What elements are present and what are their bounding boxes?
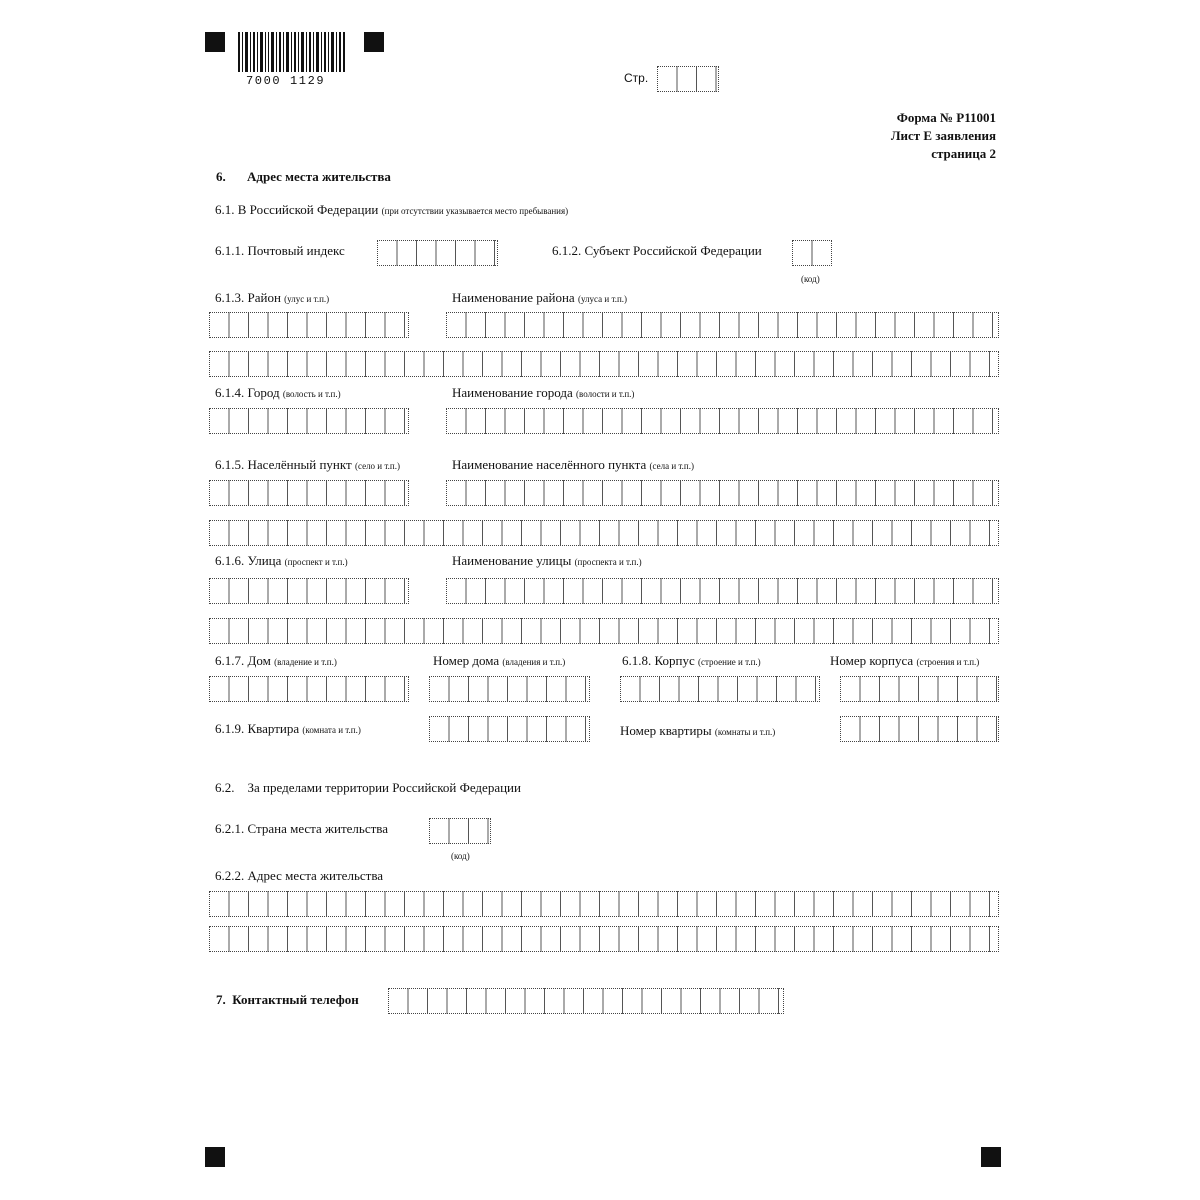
house-number-label xyxy=(433,653,565,669)
building-label xyxy=(622,653,761,669)
building-number-label-note: (строения и т.п.) xyxy=(916,657,980,667)
street-label-note: (проспект и т.п.) xyxy=(284,557,348,567)
street-type-field[interactable] xyxy=(209,578,409,604)
street-name-label xyxy=(452,553,642,569)
building-type-field[interactable] xyxy=(620,676,820,702)
building-label-text: 6.1.8. Корпус xyxy=(622,653,695,668)
section-6-number: 6. xyxy=(216,169,226,184)
building-number-label-text: Номер корпуса xyxy=(830,653,914,668)
district-name-label-note: (улуса и т.п.) xyxy=(577,294,628,304)
apartment-number-label-text: Номер квартиры xyxy=(620,723,712,738)
house-label-note: (владение и т.п.) xyxy=(274,657,337,667)
postal-code-label: 6.1.1. Почтовый индекс xyxy=(215,243,345,258)
district-name-field-line-2[interactable] xyxy=(209,351,999,377)
apartment-label xyxy=(215,721,361,737)
street-name-label-note: (проспекта и т.п.) xyxy=(574,557,642,567)
registration-marker-bottom-right xyxy=(981,1147,1001,1167)
city-name-field[interactable] xyxy=(446,408,999,434)
foreign-address-field-line-2[interactable] xyxy=(209,926,999,952)
registration-marker-bottom-left xyxy=(205,1147,225,1167)
section-6-1-label: 6.1. В Российской Федерации xyxy=(215,202,379,217)
form-number: Форма № Р11001 xyxy=(896,110,996,125)
section-6-2-title: 6.2. За пределами территории Российской Федерации xyxy=(215,780,521,795)
apartment-number-field[interactable] xyxy=(840,716,999,742)
district-name-label xyxy=(452,290,627,306)
house-number-field[interactable] xyxy=(429,676,590,702)
city-label-text: 6.1.4. Город xyxy=(215,385,280,400)
form-page: страница 2 xyxy=(931,146,996,161)
apartment-number-label xyxy=(620,723,775,739)
district-type-field[interactable] xyxy=(209,312,409,338)
settlement-label-text: 6.1.5. Населённый пункт xyxy=(215,457,352,472)
barcode-image xyxy=(238,32,346,72)
section-6-title: Адрес места жительства xyxy=(247,169,391,184)
city-label-note: (волость и т.п.) xyxy=(282,389,341,399)
subject-rf-code-field[interactable] xyxy=(792,240,832,266)
house-label xyxy=(215,653,337,669)
form-sheet: Лист Е заявления xyxy=(890,128,996,143)
building-number-label xyxy=(830,653,979,669)
settlement-name-field-line-2[interactable] xyxy=(209,520,999,546)
registration-marker-top-left xyxy=(205,32,225,52)
settlement-label xyxy=(215,457,400,473)
section-6-1-title xyxy=(215,202,568,218)
street-name-field-line-2[interactable] xyxy=(209,618,999,644)
settlement-name-label xyxy=(452,457,694,473)
apartment-type-field[interactable] xyxy=(429,716,590,742)
district-label-text: 6.1.3. Район xyxy=(215,290,281,305)
street-name-label-text: Наименование улицы xyxy=(452,553,572,568)
house-number-label-text: Номер дома xyxy=(433,653,500,668)
city-name-label-note: (волости и т.п.) xyxy=(576,389,635,399)
form-header xyxy=(891,109,996,163)
city-name-label-text: Наименование города xyxy=(452,385,573,400)
street-name-field-line-1[interactable] xyxy=(446,578,999,604)
house-number-label-note: (владения и т.п.) xyxy=(502,657,566,667)
district-name-field-line-1[interactable] xyxy=(446,312,999,338)
apartment-number-label-note: (комнаты и т.п.) xyxy=(714,727,776,737)
section-6-1-note: (при отсутствии указывается место пребывания) xyxy=(381,206,569,216)
foreign-address-field-line-1[interactable] xyxy=(209,891,999,917)
contact-phone-field[interactable] xyxy=(388,988,784,1014)
settlement-name-field-line-1[interactable] xyxy=(446,480,999,506)
apartment-label-note: (комната и т.п.) xyxy=(302,725,361,735)
registration-marker-top-right xyxy=(364,32,384,52)
page-label: Стр. xyxy=(624,71,649,85)
country-code-caption: (код) xyxy=(451,851,470,861)
country-label: 6.2.1. Страна места жительства xyxy=(215,821,389,836)
district-label xyxy=(215,290,329,306)
contact-phone-label: 7. Контактный телефон xyxy=(216,992,359,1007)
apartment-label-text: 6.1.9. Квартира xyxy=(215,721,300,736)
postal-code-field[interactable] xyxy=(377,240,498,266)
page-number-field[interactable] xyxy=(657,66,719,92)
foreign-address-label: 6.2.2. Адрес места жительства xyxy=(215,868,384,883)
house-type-field[interactable] xyxy=(209,676,409,702)
settlement-name-label-text: Наименование населённого пункта xyxy=(452,457,647,472)
building-number-field[interactable] xyxy=(840,676,999,702)
city-type-field[interactable] xyxy=(209,408,409,434)
city-label xyxy=(215,385,341,401)
subject-rf-code-caption: (код) xyxy=(801,274,820,284)
country-code-field[interactable] xyxy=(429,818,491,844)
settlement-name-label-note: (села и т.п.) xyxy=(649,461,694,471)
building-label-note: (строение и т.п.) xyxy=(698,657,761,667)
settlement-label-note: (село и т.п.) xyxy=(354,461,400,471)
barcode-number: 7000 1129 xyxy=(246,74,326,88)
subject-rf-label: 6.1.2. Субъект Российской Федерации xyxy=(552,243,762,258)
city-name-label xyxy=(452,385,634,401)
street-label-text: 6.1.6. Улица xyxy=(215,553,282,568)
settlement-type-field[interactable] xyxy=(209,480,409,506)
house-label-text: 6.1.7. Дом xyxy=(215,653,271,668)
street-label xyxy=(215,553,348,569)
district-label-note: (улус и т.п.) xyxy=(284,294,330,304)
district-name-label-text: Наименование района xyxy=(452,290,575,305)
